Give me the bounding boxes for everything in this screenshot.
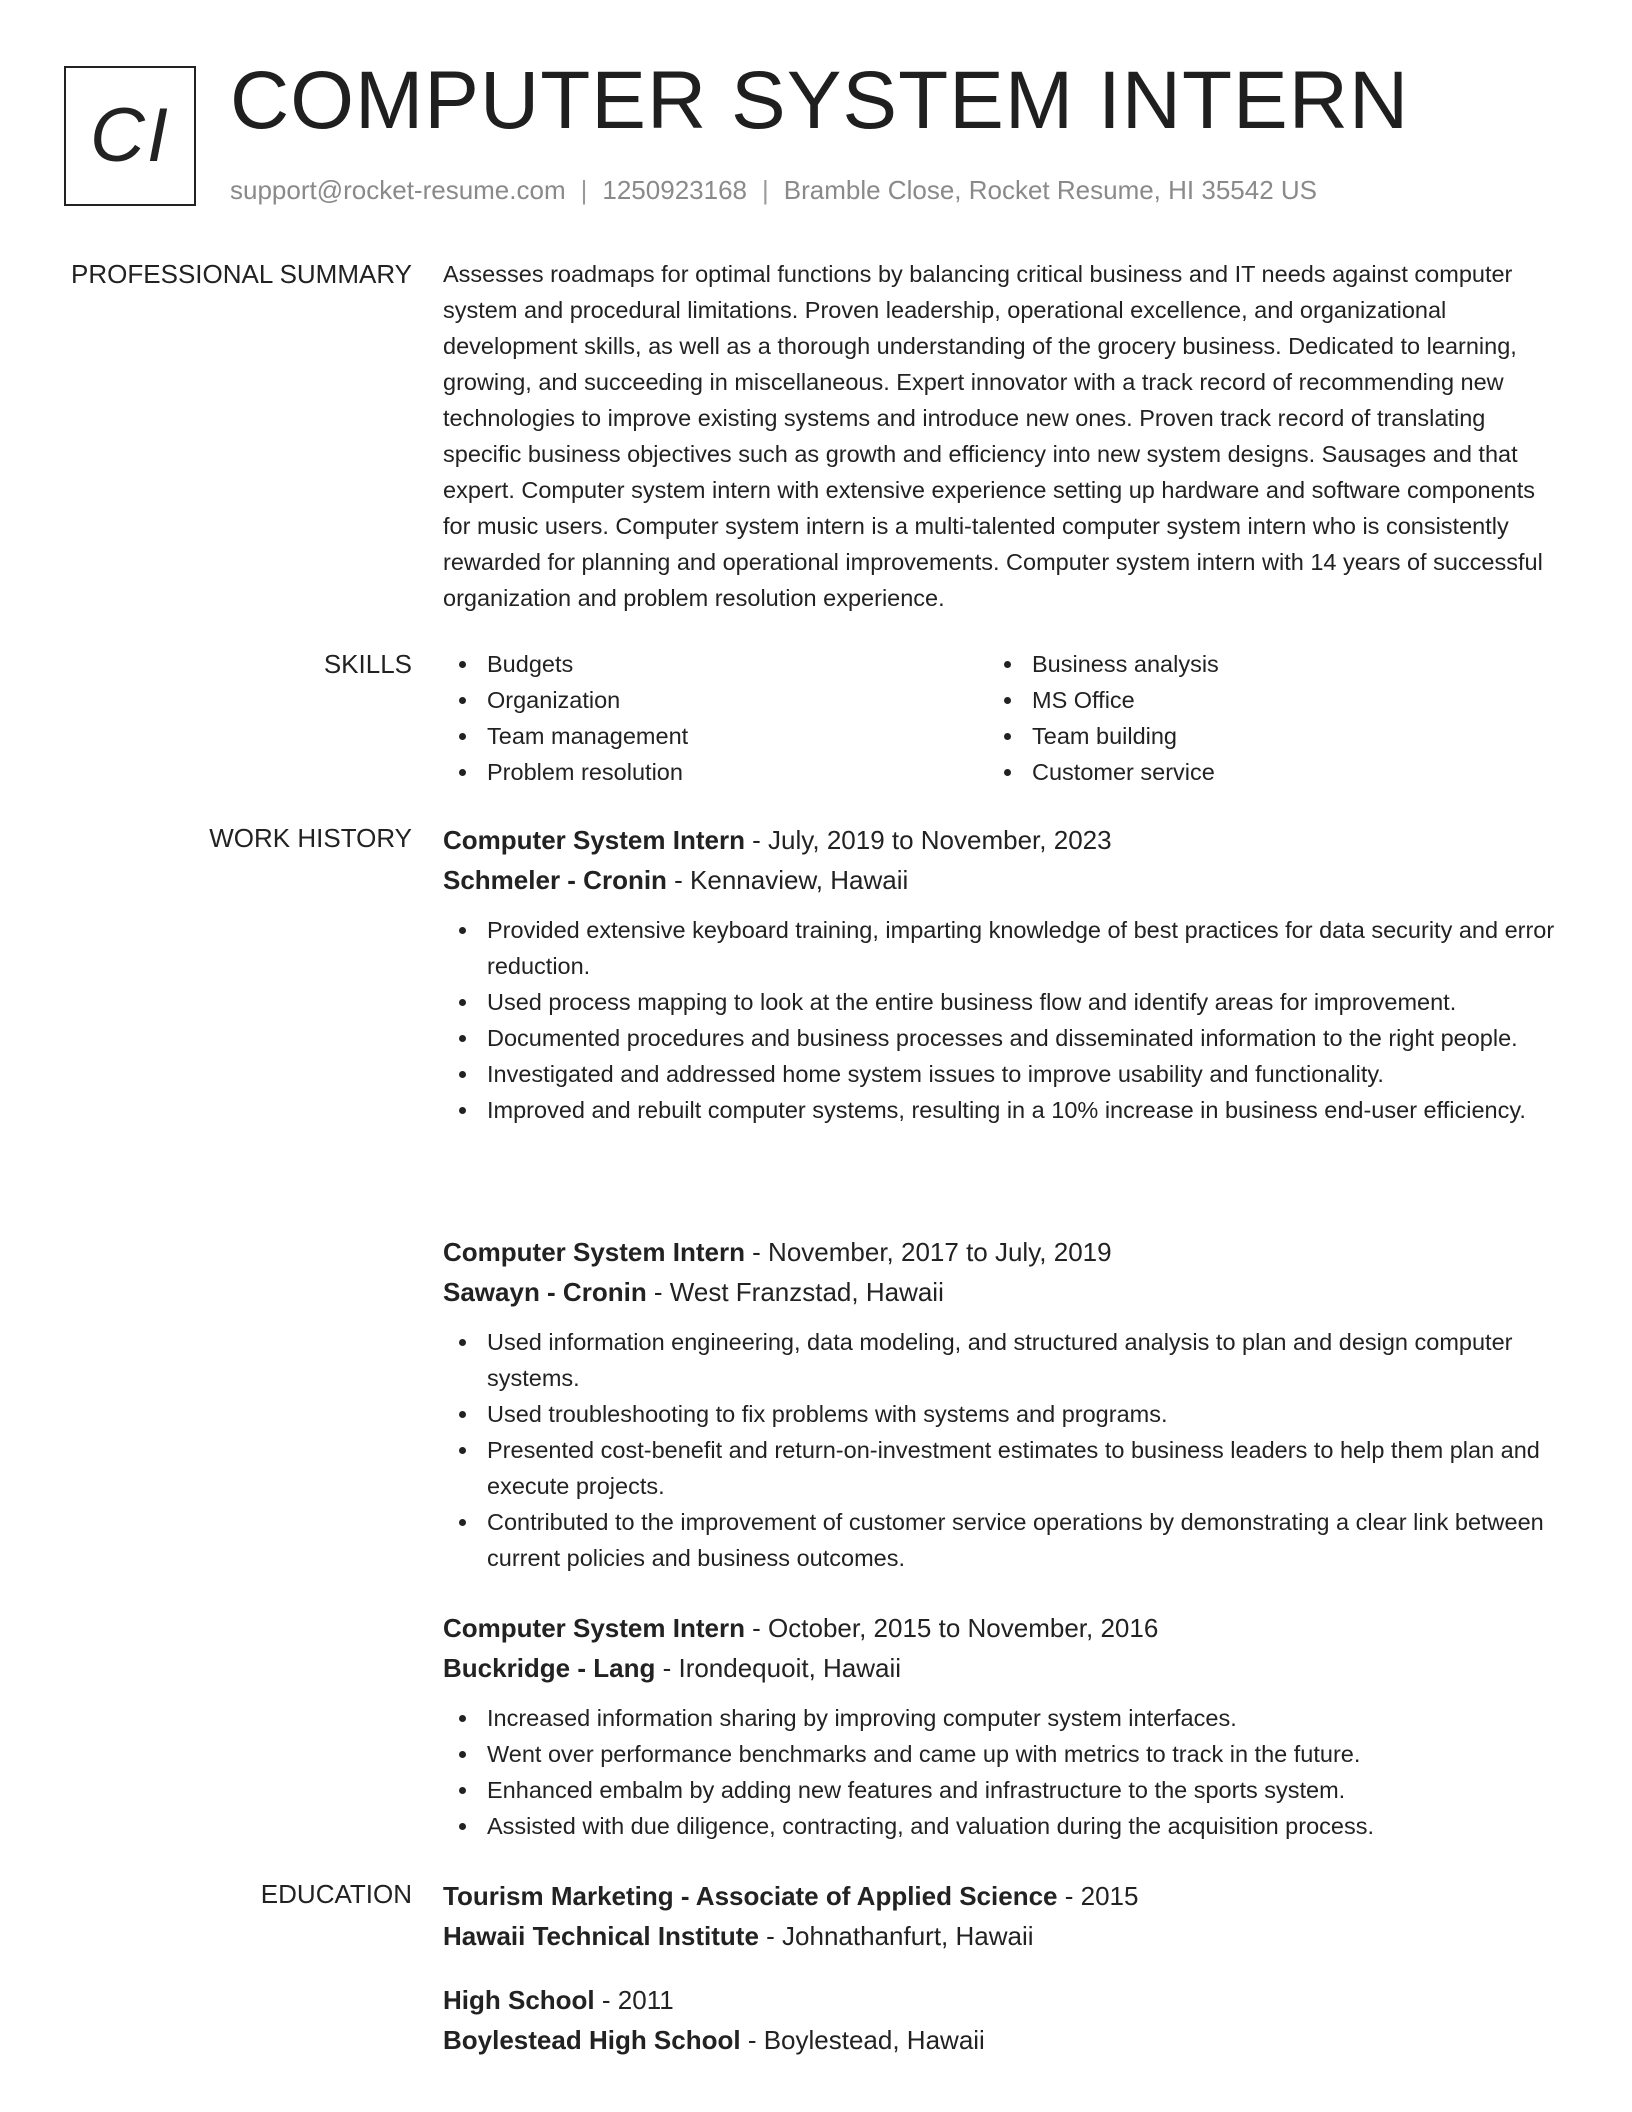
contact-separator: | <box>580 175 588 205</box>
job-bullet <box>443 1808 1563 1844</box>
job-employer <box>443 860 1563 900</box>
bullet-dot <box>459 769 466 776</box>
job-bullet <box>443 912 1563 984</box>
bullet-dot <box>459 1787 466 1794</box>
skill-label: MS Office <box>1032 687 1135 713</box>
skill-item <box>443 718 988 754</box>
job-bullet-text: Improved and rebuilt computer systems, resulting in a 10% increase in business end-user efficiency. <box>487 1097 1526 1123</box>
job-dates: - October, 2015 to November, 2016 <box>744 1613 1159 1643</box>
job-bullet <box>443 1736 1563 1772</box>
job-bullet-text: Assisted with due diligence, contracting, and valuation during the acquisition process. <box>487 1813 1374 1839</box>
bullet-dot <box>1004 661 1011 668</box>
bullet-dot <box>459 927 466 934</box>
skill-label: Customer service <box>1032 759 1215 785</box>
contact-address: Bramble Close, Rocket Resume, HI 35542 US <box>783 175 1317 205</box>
bullet-dot <box>459 1035 466 1042</box>
job-bullets <box>443 1700 1563 1844</box>
skill-label: Budgets <box>487 651 574 677</box>
job-heading <box>443 1232 1563 1272</box>
job-bullet <box>443 1092 1563 1128</box>
bullet-dot <box>459 1107 466 1114</box>
skill-item <box>988 682 1533 718</box>
contact-line <box>230 172 1317 208</box>
skill-item <box>443 754 988 790</box>
bullet-dot <box>459 1715 466 1722</box>
job-bullet <box>443 1396 1563 1432</box>
monogram-box <box>64 66 196 206</box>
job-bullets <box>443 1324 1563 1576</box>
job-bullets <box>443 912 1563 1128</box>
contact-email: support@rocket-resume.com <box>230 175 566 205</box>
monogram-initials: CI <box>90 93 170 178</box>
job-bullet <box>443 1056 1563 1092</box>
job-employer <box>443 1272 1563 1312</box>
section-label-summary: PROFESSIONAL SUMMARY <box>71 259 412 289</box>
job-bullet-text: Enhanced embalm by adding new features and infrastructure to the sports system. <box>487 1777 1346 1803</box>
job-heading <box>443 1608 1563 1648</box>
skill-label: Organization <box>487 687 621 713</box>
education-location: - Johnathanfurt, Hawaii <box>758 1921 1034 1951</box>
skill-item <box>988 718 1533 754</box>
skill-item <box>443 682 988 718</box>
job-bullet-text: Used process mapping to look at the entire business flow and identify areas for improvement. <box>487 989 1457 1015</box>
skill-item <box>988 754 1533 790</box>
job-location: - Irondequoit, Hawaii <box>655 1653 902 1683</box>
job-location: - Kennaview, Hawaii <box>666 865 909 895</box>
job-bullet <box>443 1020 1563 1056</box>
job-body <box>443 1232 1563 1576</box>
job-title: Computer System Intern <box>443 825 745 855</box>
job-bullet-text: Contributed to the improvement of customer service operations by demonstrating a clear link between current policies and business outcomes. <box>487 1509 1544 1571</box>
job-bullet <box>443 1700 1563 1736</box>
education-school: Hawaii Technical Institute <box>443 1921 759 1951</box>
skill-label: Team building <box>1032 723 1178 749</box>
education-year: - 2015 <box>1057 1881 1139 1911</box>
skill-label: Problem resolution <box>487 759 683 785</box>
skills-column-left <box>443 646 988 790</box>
job-title: Computer System Intern <box>443 1237 745 1267</box>
bullet-dot <box>459 1519 466 1526</box>
education-year: - 2011 <box>594 1985 674 2015</box>
job-bullet-text: Documented procedures and business processes and disseminated information to the right people. <box>487 1025 1518 1051</box>
job-title: Computer System Intern <box>443 1613 745 1643</box>
job-dates: - July, 2019 to November, 2023 <box>744 825 1112 855</box>
education-entry <box>443 1980 1563 2060</box>
bullet-dot <box>459 1071 466 1078</box>
job-company: Sawayn - Cronin <box>443 1277 647 1307</box>
education-school-line <box>443 2020 1563 2060</box>
skills-body <box>443 646 1563 790</box>
skills-columns <box>443 646 1563 790</box>
job-employer <box>443 1648 1563 1688</box>
bullet-dot <box>459 1339 466 1346</box>
education-school-line <box>443 1916 1563 1956</box>
bullet-dot <box>459 999 466 1006</box>
skill-label: Team management <box>487 723 689 749</box>
job-bullet <box>443 1324 1563 1396</box>
skill-label: Business analysis <box>1032 651 1219 677</box>
education-heading <box>443 1980 1563 2020</box>
education-body <box>443 1876 1563 2060</box>
bullet-dot <box>459 733 466 740</box>
education-location: - Boylestead, Hawaii <box>740 2025 985 2055</box>
job-bullet <box>443 984 1563 1020</box>
summary-text: Assesses roadmaps for optimal functions by balancing critical business and IT needs against computer system and procedural limitations. Proven leadership, operational excellence, and organizational development skills, as well as a thorough understanding of the grocery business. Dedicated to learning, growing, and succeeding in miscellaneous. Expert innovator with a track record of recommending new technologies to improve existing systems and introduce new ones. Proven track record of translating specific business objectives such as growth and efficiency into new system designs. Sausages and that expert. Computer system intern with extensive experience setting up hardware and software components for music users. Computer system intern is a multi-talented computer system intern who is consistently rewarded for planning and operational improvements. Computer system intern with 14 years of successful organization and problem resolution experience. <box>443 261 1543 611</box>
job-bullet-text: Increased information sharing by improving computer system interfaces. <box>487 1705 1237 1731</box>
bullet-dot <box>459 1411 466 1418</box>
resume-name: COMPUTER SYSTEM INTERN <box>230 55 1410 146</box>
bullet-dot <box>459 697 466 704</box>
job-body <box>443 1608 1563 1844</box>
contact-phone: 1250923168 <box>602 175 747 205</box>
job-company: Schmeler - Cronin <box>443 865 667 895</box>
bullet-dot <box>459 1751 466 1758</box>
education-heading <box>443 1876 1563 1916</box>
bullet-dot <box>1004 697 1011 704</box>
job-bullet <box>443 1772 1563 1808</box>
bullet-dot <box>459 661 466 668</box>
job-bullet-text: Went over performance benchmarks and came up with metrics to track in the future. <box>487 1741 1361 1767</box>
job-bullet-text: Used information engineering, data modeling, and structured analysis to plan and design computer systems. <box>487 1329 1513 1391</box>
job-bullet-text: Investigated and addressed home system issues to improve usability and functionality. <box>487 1061 1384 1087</box>
education-entry <box>443 1876 1563 1956</box>
bullet-dot <box>1004 769 1011 776</box>
contact-separator: | <box>762 175 769 205</box>
job-heading <box>443 820 1563 860</box>
summary-body <box>443 256 1563 616</box>
job-bullet <box>443 1504 1563 1576</box>
section-label-skills: SKILLS <box>323 649 412 679</box>
bullet-dot <box>1004 733 1011 740</box>
job-bullet-text: Used troubleshooting to fix problems with systems and programs. <box>487 1401 1168 1427</box>
job-bullet-text: Provided extensive keyboard training, imparting knowledge of best practices for data security and error reduction. <box>487 917 1555 979</box>
bullet-dot <box>459 1447 466 1454</box>
job-dates: - November, 2017 to July, 2019 <box>744 1237 1112 1267</box>
job-body <box>443 820 1563 1128</box>
job-bullet <box>443 1432 1563 1504</box>
bullet-dot <box>459 1823 466 1830</box>
job-location: - West Franzstad, Hawaii <box>646 1277 944 1307</box>
education-degree: High School <box>443 1985 595 2015</box>
job-company: Buckridge - Lang <box>443 1653 656 1683</box>
skill-item <box>988 646 1533 682</box>
section-label-education: EDUCATION <box>260 1879 412 1909</box>
skills-column-right <box>988 646 1533 790</box>
section-label-work: WORK HISTORY <box>209 823 412 853</box>
education-school: Boylestead High School <box>443 2025 741 2055</box>
education-degree: Tourism Marketing - Associate of Applied Science <box>443 1881 1058 1911</box>
skill-item <box>443 646 988 682</box>
job-bullet-text: Presented cost-benefit and return-on-investment estimates to business leaders to help them plan and execute projects. <box>487 1437 1540 1499</box>
